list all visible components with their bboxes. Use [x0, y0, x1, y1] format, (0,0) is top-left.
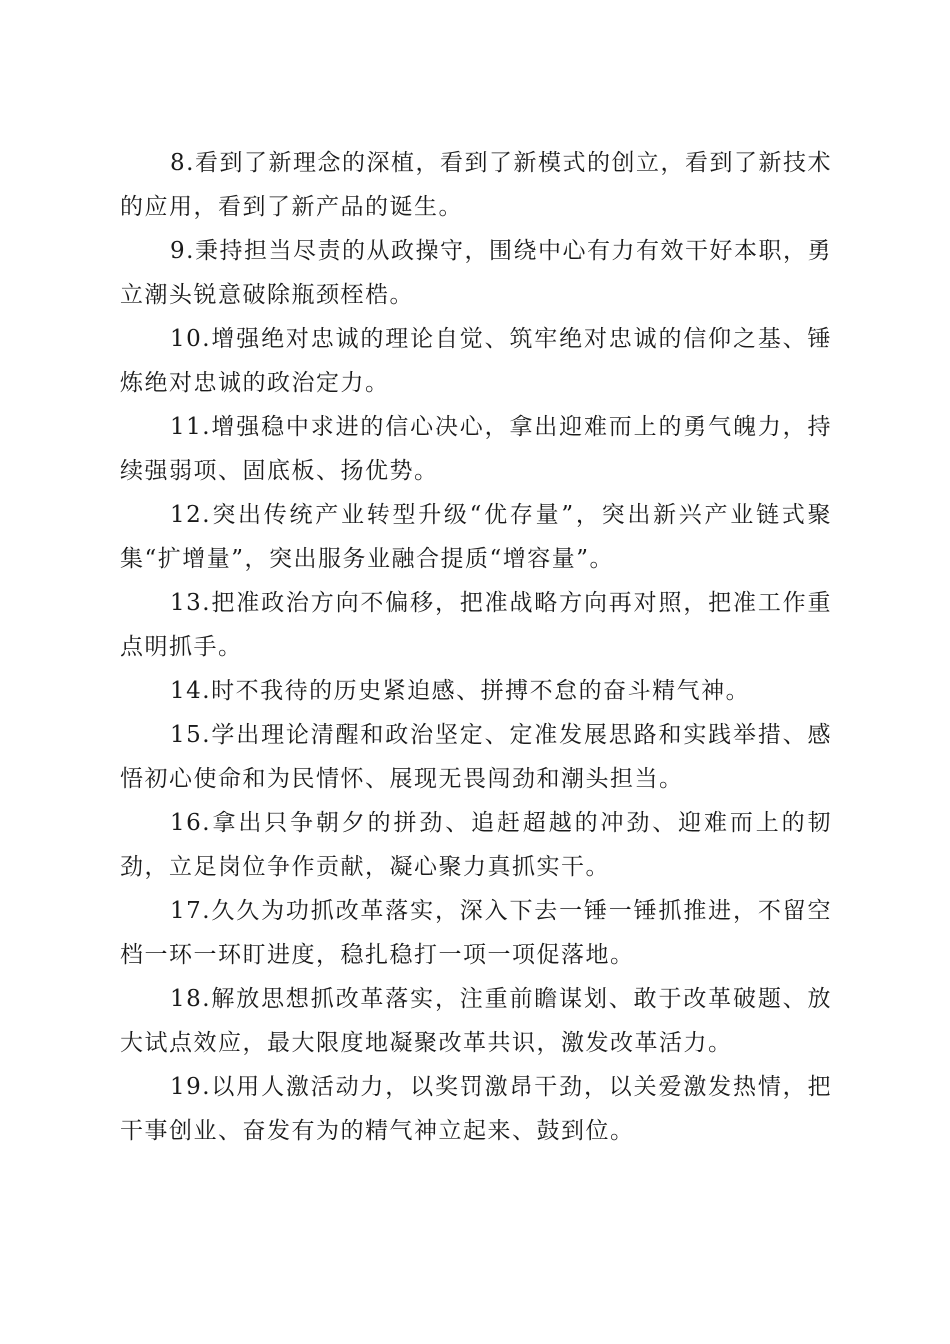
paragraph-11: 11.增强稳中求进的信心决心，拿出迎难而上的勇气魄力，持续强弱项、固底板、扬优势。: [120, 414, 832, 484]
paragraph-14: 14.时不我待的历史紧迫感、拼搏不怠的奋斗精气神。: [170, 678, 751, 704]
paragraph-18: 18.解放思想抓改革落实，注重前瞻谋划、敢于改革破题、放大试点效应，最大限度地凝聚改革共识，激发改革活力。: [120, 986, 832, 1056]
paragraph-15: 15.学出理论清醒和政治坚定、定准发展思路和实践举措、感悟初心使命和为民情怀、展现无畏闯劲和潮头担当。: [120, 722, 832, 792]
paragraph-12: 12.突出传统产业转型升级“优存量”，突出新兴产业链式聚集“扩增量”，突出服务业融合提质“增容量”。: [120, 502, 832, 572]
paragraph-19: 19.以用人激活动力，以奖罚激昂干劲，以关爱激发热情，把干事创业、奋发有为的精气神立起来、鼓到位。: [120, 1074, 832, 1144]
paragraph-16: 16.拿出只争朝夕的拼劲、追赶超越的冲劲、迎难而上的韧劲，立足岗位争作贡献，凝心聚力真抓实干。: [120, 810, 832, 880]
paragraph-13: 13.把准政治方向不偏移，把准战略方向再对照，把准工作重点明抓手。: [120, 590, 832, 660]
paragraph-17: 17.久久为功抓改革落实，深入下去一锤一锤抓推进，不留空档一环一环盯进度，稳扎稳打一项一项促落地。: [120, 898, 832, 968]
document-page: [120, 141, 832, 1153]
paragraph-10: 10.增强绝对忠诚的理论自觉、筑牢绝对忠诚的信仰之基、锤炼绝对忠诚的政治定力。: [120, 326, 832, 396]
paragraph-8: 8.看到了新理念的深植，看到了新模式的创立，看到了新技术的应用，看到了新产品的诞生。: [120, 150, 832, 220]
paragraph-9: 9.秉持担当尽责的从政操守，围绕中心有力有效干好本职，勇立潮头锐意破除瓶颈桎梏。: [120, 238, 832, 308]
